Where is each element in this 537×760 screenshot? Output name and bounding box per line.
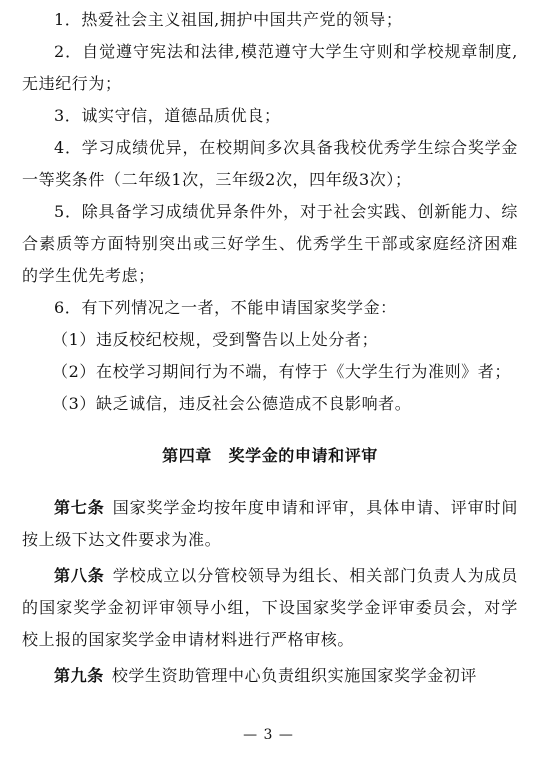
criteria-item-5: 5．除具备学习成绩优异条件外，对于社会实践、创新能力、综合素质等方面特别突出或三好学生、优秀学生干部或家庭经济困难的学生优先考虑； [22, 202, 518, 285]
criteria-item-2: 2．自觉遵守宪法和法律,模范遵守大学生守则和学校规章制度,无违纪行为； [22, 42, 518, 93]
article-7-text: 国家奖学金均按年度申请和评审，具体申请、评审时间按上级下达文件要求为准。 [22, 498, 518, 549]
page-number: — 3 — [243, 727, 294, 743]
article-9-text: 校学生资助管理中心负责组织实施国家奖学金初评 [111, 666, 478, 685]
article-9-label: 第九条 [54, 666, 104, 685]
article-7-label: 第七条 [54, 498, 105, 517]
article-7 [22, 492, 518, 556]
document-body [22, 4, 518, 692]
article-8-text: 学校成立以分管校领导为组长、相关部门负责人为成员的国家奖学金初评审领导小组，下设国家奖学金评审委员会，对学校上报的国家奖学金申请材料进行严格审核。 [22, 566, 518, 649]
criteria-item-6: 6．有下列情况之一者，不能申请国家奖学金： [54, 298, 397, 317]
criteria-item-3: 3．诚实守信，道德品质优良； [54, 106, 281, 125]
exclusion-item-2: （2）在校学习期间行为不端，有悖于《大学生行为准则》者； [52, 362, 511, 381]
criteria-item-4: 4．学习成绩优异，在校期间多次具备我校优秀学生综合奖学金一等奖条件（二年级1次，三年级2次，四年级3次）； [22, 138, 518, 189]
criteria-item-1: 1．热爱社会主义祖国,拥护中国共产党的领导； [54, 10, 403, 29]
article-8 [22, 560, 518, 656]
chapter-heading: 第四章 奖学金的申请和评审 [162, 446, 378, 465]
article-9 [22, 660, 518, 692]
article-8-label: 第八条 [54, 566, 105, 585]
exclusion-item-1: （1）违反校纪校规，受到警告以上处分者； [52, 330, 379, 349]
exclusion-item-3: （3）缺乏诚信，违反社会公德造成不良影响者。 [52, 394, 412, 413]
